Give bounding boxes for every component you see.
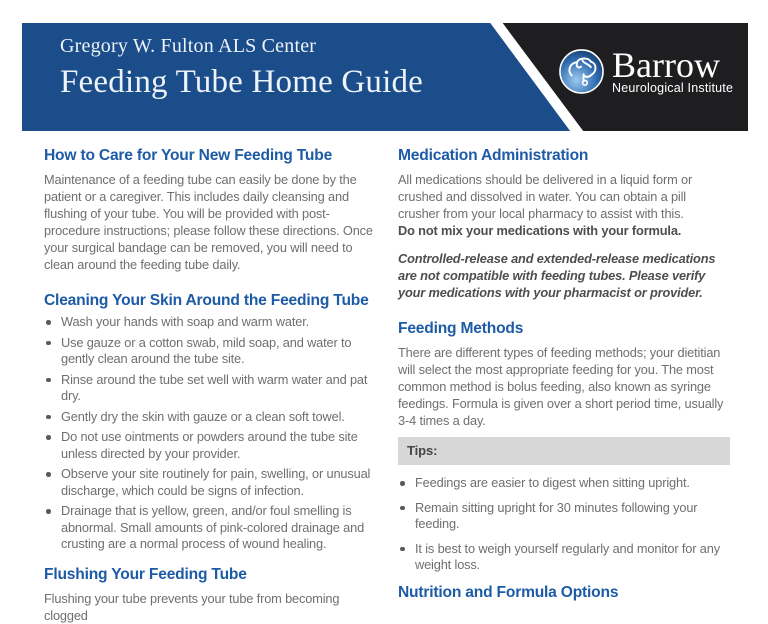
heading-flushing: Flushing Your Feeding Tube bbox=[44, 565, 247, 583]
list-item: Use gauze or a cotton swab, mild soap, and water to gently clean around the tube site. bbox=[44, 335, 378, 368]
list-item: Wash your hands with soap and warm water. bbox=[44, 314, 378, 331]
right-column bbox=[398, 147, 730, 601]
care-paragraph: Maintenance of a feeding tube can easily be done by the patient or a caregiver. This includes daily cleansing and flushing of your tube. You will be provided with post-procedure instructions; please follow these directions. Once your surgical bandage can be removed, you will need to clean around the feeding tube daily. bbox=[44, 172, 373, 272]
left-column bbox=[44, 147, 378, 624]
cleaning-bullet-list bbox=[44, 314, 378, 553]
header-titles bbox=[60, 34, 423, 101]
logo-subtitle: Neurological Institute bbox=[612, 80, 734, 95]
tips-bullet-list bbox=[398, 475, 730, 574]
heading-nutrition: Nutrition and Formula Options bbox=[398, 583, 619, 601]
feeding-methods-paragraph: There are different types of feeding methods; your dietitian will select the most appropriate feeding for you. The most common method is bolus feeding, also known as syringe feedings. Formula is given over a short period time, usually 3-4 times a day. bbox=[398, 345, 724, 428]
header-band bbox=[22, 23, 748, 131]
heading-medication: Medication Administration bbox=[398, 147, 589, 164]
list-item: Remain sitting upright for 30 minutes following your feeding. bbox=[398, 500, 730, 533]
flushing-paragraph-partial: Flushing your tube prevents your tube from becoming clogged bbox=[44, 590, 340, 623]
logo-brand-name: Barrow bbox=[612, 44, 720, 85]
heading-feeding-methods: Feeding Methods bbox=[398, 320, 524, 337]
list-item: Do not use ointments or powders around the tube site unless directed by your provider. bbox=[44, 429, 378, 462]
list-item: Gently dry the skin with gauze or a clean soft towel. bbox=[44, 409, 378, 426]
medication-bold-note: Do not mix your medications with your formula. bbox=[398, 223, 682, 238]
tips-label-bar: Tips: bbox=[398, 437, 730, 465]
logo-text bbox=[612, 44, 734, 95]
list-item: It is best to weigh yourself regularly and monitor for any weight loss. bbox=[398, 541, 730, 574]
medication-paragraph: All medications should be delivered in a liquid form or crushed and dissolved in water. You can obtain a pill crusher from your local pharmacy to assist with this. bbox=[398, 172, 693, 221]
list-item: Rinse around the tube set well with warm water and pat dry. bbox=[44, 372, 378, 405]
list-item: Drainage that is yellow, green, and/or foul smelling is abnormal. Small amounts of pink-colored drainage and crusting are a normal process of wound healing. bbox=[44, 503, 378, 553]
page-title: Feeding Tube Home Guide bbox=[60, 64, 424, 100]
heading-cleaning: Cleaning Your Skin Around the Feeding Tube bbox=[44, 292, 369, 309]
center-name: Gregory W. Fulton ALS Center bbox=[60, 35, 317, 57]
list-item: Feedings are easier to digest when sitting upright. bbox=[398, 475, 730, 492]
heading-care: How to Care for Your New Feeding Tube bbox=[44, 147, 333, 164]
medication-warning-note: Controlled-release and extended-release medications are not compatible with feeding tubes. Please verify your medications with your pharmacist or provider. bbox=[398, 251, 716, 300]
list-item: Observe your site routinely for pain, swelling, or unusual discharge, which could be signs of infection. bbox=[44, 466, 378, 499]
barrow-logo bbox=[558, 44, 734, 95]
brain-icon bbox=[558, 48, 605, 95]
